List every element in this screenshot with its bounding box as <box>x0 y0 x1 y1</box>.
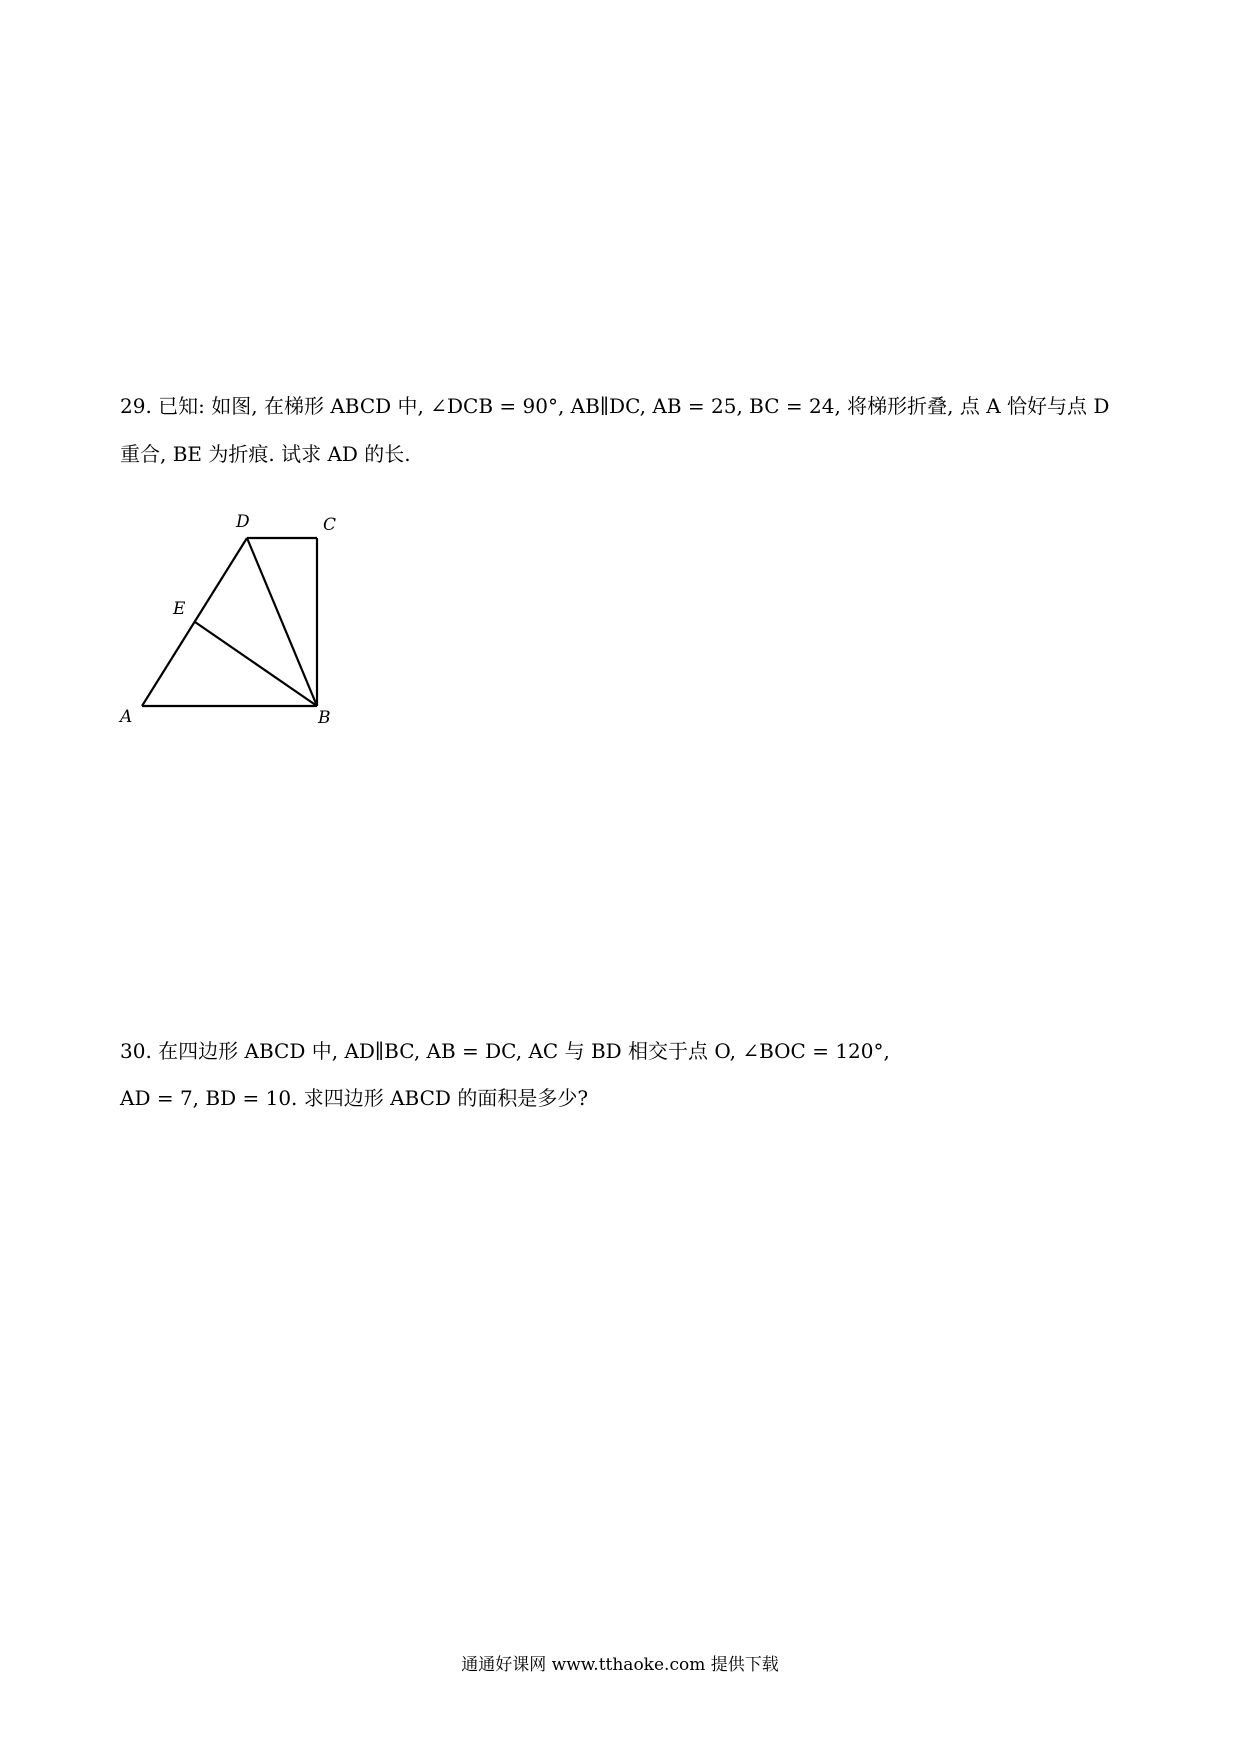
vertex-label-c: C <box>323 515 337 535</box>
segment-da <box>142 538 247 706</box>
vertex-label-e: E <box>173 599 186 619</box>
question-29-line-2: 重合, BE 为折痕. 试求 AD 的长. <box>120 442 411 466</box>
vertex-label-a: A <box>120 707 133 727</box>
vertex-label-d: D <box>236 512 250 532</box>
vertex-label-b: B <box>318 708 331 728</box>
page-footer: 通通好课网 www.tthaoke.com 提供下载 <box>461 1655 779 1675</box>
trapezoid-figure <box>110 505 370 730</box>
question-29-line-1: 29. 已知: 如图, 在梯形 ABCD 中, ∠DCB = 90°, AB∥DC, AB = 25, BC = 24, 将梯形折叠, 点 A 恰好与点 D <box>120 394 1110 418</box>
question-30-line-2: AD = 7, BD = 10. 求四边形 ABCD 的面积是多少? <box>120 1086 589 1110</box>
question-30-line-1: 30. 在四边形 ABCD 中, AD∥BC, AB = DC, AC 与 BD 相交于点 O, ∠BOC = 120°, <box>120 1039 890 1063</box>
trapezoid-diagram <box>110 505 370 730</box>
